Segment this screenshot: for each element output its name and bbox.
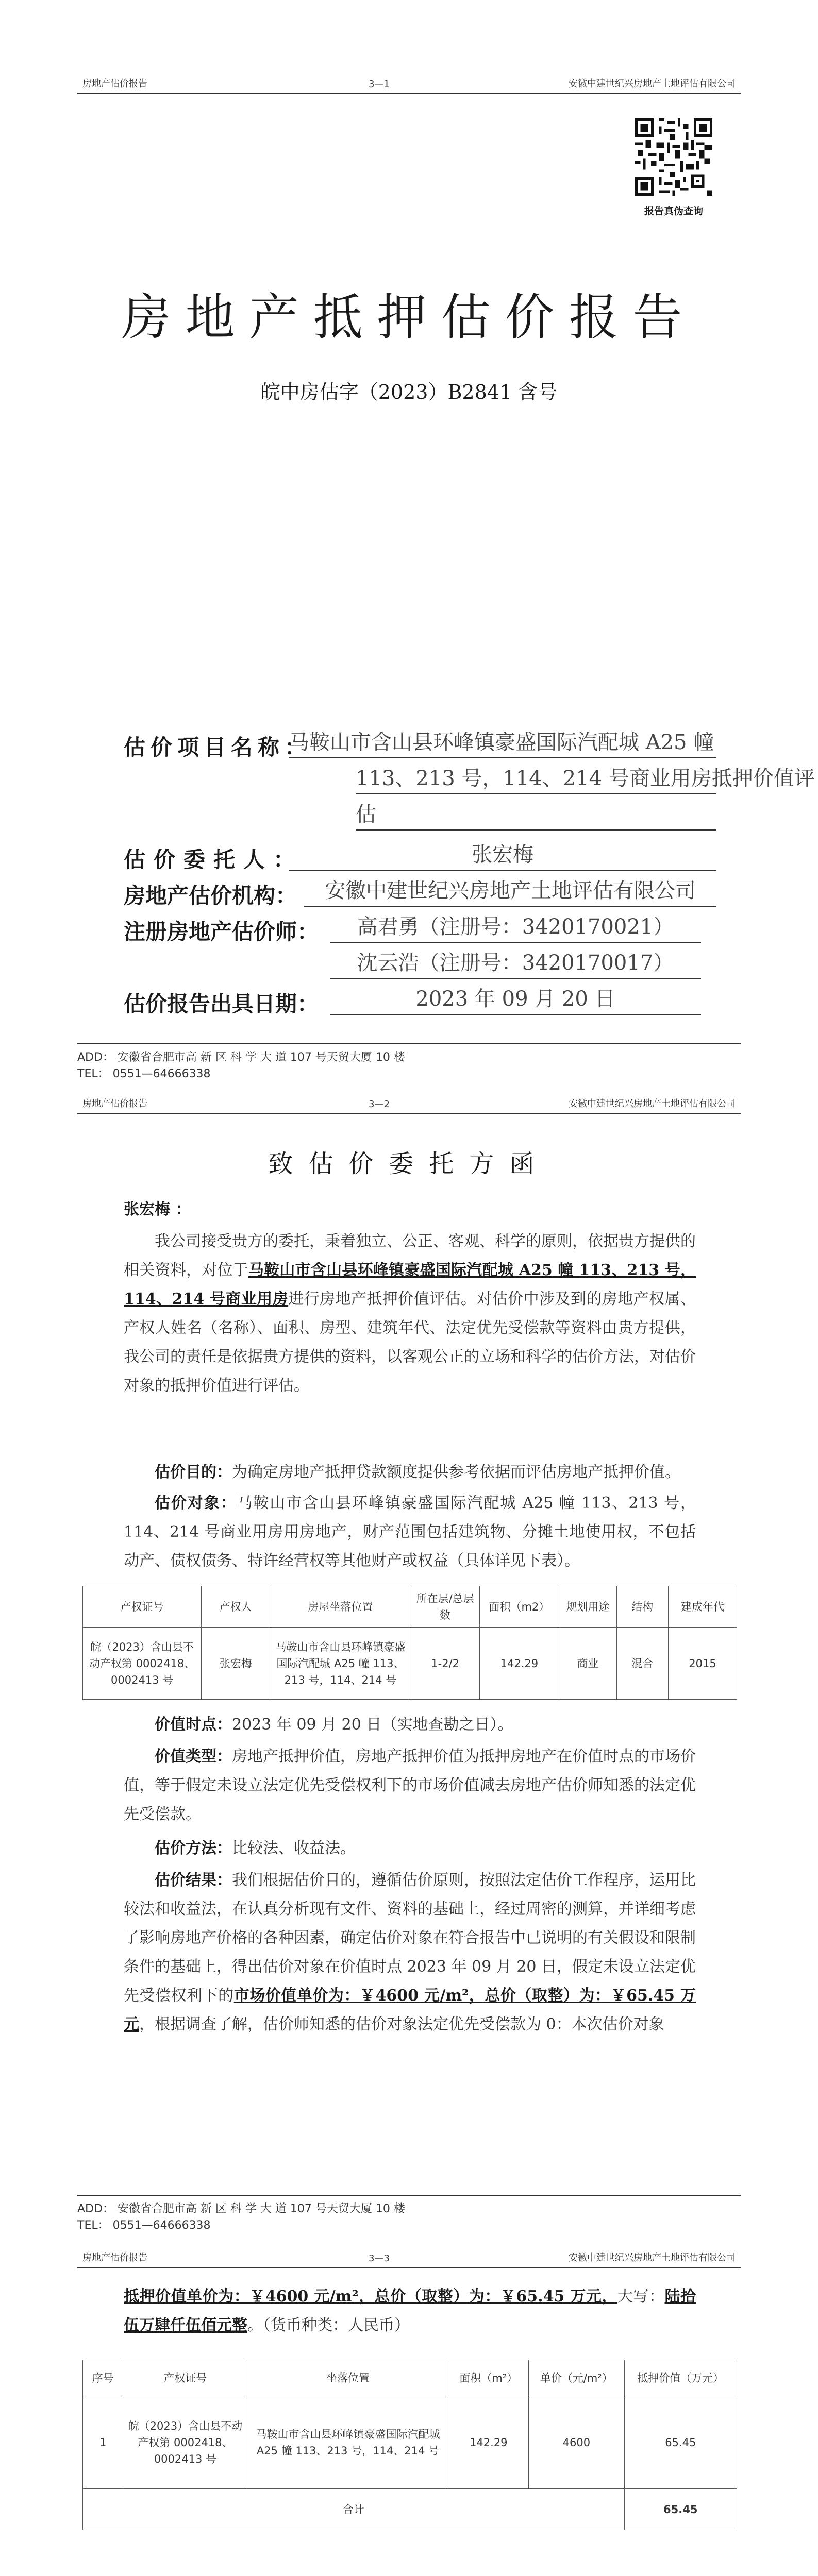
total-value: 65.45 xyxy=(624,2489,737,2530)
table-cell: 2015 xyxy=(669,1628,737,1700)
page-header xyxy=(77,72,741,94)
client-value: 张宏梅 xyxy=(289,840,716,871)
table-cell: 142.29 xyxy=(448,2396,529,2489)
project-name-value-line1: 马鞍山市含山县环峰镇豪盛国际汽配城 A25 幢 xyxy=(289,727,716,758)
table-cell: 马鞍山市含山县环峰镇豪盛国际汽配城 A25 幢 113、213 号，114、214 号 xyxy=(270,1628,411,1700)
result-label: 估价结果： xyxy=(155,1871,232,1889)
mortgage-value-uppercase: 陆拾伍万肆仟伍佰元整 xyxy=(124,2287,696,2334)
mortgage-value: 抵押价值单价为：￥4600 元/m²，总价（取整）为：￥65.45 万元， xyxy=(124,2287,617,2306)
project-name-label: 估价项目名称： xyxy=(124,735,312,760)
table-cell: 商业 xyxy=(559,1628,616,1700)
value-date-label: 价值时点： xyxy=(155,1716,232,1734)
footer-tel: TEL： 0551—64666338 xyxy=(77,2219,211,2232)
table-cell: 皖（2023）含山县不动产权第 0002418、0002413 号 xyxy=(83,1628,202,1700)
table-total-row xyxy=(83,2489,737,2530)
agency-value: 安徽中建世纪兴房地产土地评估有限公司 xyxy=(304,876,716,907)
project-name-value-line2: 113、213 号，114、214 号商业用房抵押价值评 xyxy=(356,764,716,794)
table-header-cell: 房屋坐落位置 xyxy=(270,1586,411,1628)
header-right: 安徽中建世纪兴房地产土地评估有限公司 xyxy=(569,1098,736,1109)
table-cell: 1 xyxy=(83,2396,123,2489)
table-cell: 4600 xyxy=(529,2396,624,2489)
header-page-number: 3—2 xyxy=(369,1099,390,1110)
value-type-label: 价值类型： xyxy=(155,1748,232,1766)
page-footer xyxy=(77,2195,741,2234)
page-footer xyxy=(77,1043,741,1082)
page-header xyxy=(77,2246,741,2268)
report-number: 皖中房估字（2023）B2841 含号 xyxy=(260,381,558,403)
result-text-c: ，根据调查了解，估价师知悉的估价对象法定优先受偿款为 0：本次估价对象 xyxy=(139,2015,664,2033)
valuation-table xyxy=(82,2360,737,2530)
appraiser-value-2: 沈云浩（注册号：3420170017） xyxy=(330,948,701,979)
method-paragraph xyxy=(124,1834,696,1863)
value-date-text: 2023 年 09 月 20 日（实地查勘之日）。 xyxy=(232,1716,513,1734)
qr-caption: 报告真伪查询 xyxy=(644,206,703,217)
table-cell: 张宏梅 xyxy=(202,1628,270,1700)
table-header-cell: 抵押价值（万元） xyxy=(624,2360,737,2396)
object-label: 估价对象： xyxy=(155,1494,237,1512)
purpose-text: 为确定房地产抵押贷款额度提供参考依据而评估房地产抵押价值。 xyxy=(232,1463,680,1481)
header-page-number: 3—1 xyxy=(369,79,390,90)
mortgage-value-paragraph xyxy=(124,2282,696,2340)
footer-address: ADD： 安徽省合肥市高 新 区 科 学 大 道 107 号天贸大厦 10 楼 xyxy=(77,2202,405,2215)
value-type-text: 房地产抵押价值，房地产抵押价值为抵押房地产在价值时点的市场价值，等于假定未设立法定优先受偿权利下的市场价值减去房地产估价师知悉的法定优先受偿款。 xyxy=(124,1748,696,1823)
table-row xyxy=(83,2396,737,2489)
total-label: 合计 xyxy=(83,2489,625,2530)
table-header-row xyxy=(83,2360,737,2396)
table-row xyxy=(83,1628,737,1700)
table-header-cell: 面积（m²） xyxy=(448,2360,529,2396)
footer-tel: TEL： 0551—64666338 xyxy=(77,1067,211,1080)
project-name-value-line3: 估 xyxy=(356,800,716,831)
issue-date-label: 估价报告出具日期： xyxy=(124,991,319,1016)
value-date-paragraph xyxy=(124,1710,696,1739)
result-page xyxy=(0,2246,818,2576)
qr-code-icon[interactable] xyxy=(635,118,712,196)
header-right: 安徽中建世纪兴房地产土地评估有限公司 xyxy=(569,2252,736,2263)
agency-label: 房地产估价机构： xyxy=(124,883,297,908)
header-left: 房地产估价报告 xyxy=(82,78,147,89)
table-header-cell: 产权人 xyxy=(202,1586,270,1628)
appraiser-value-1: 高君勇（注册号：3420170021） xyxy=(330,912,701,943)
table-header-cell: 规划用途 xyxy=(559,1586,616,1628)
property-table xyxy=(82,1586,737,1700)
table-cell: 142.29 xyxy=(479,1628,559,1700)
salutation xyxy=(124,1195,696,1224)
header-page-number: 3—3 xyxy=(369,2253,390,2264)
table-header-cell: 建成年代 xyxy=(669,1586,737,1628)
issue-date-value: 2023 年 09 月 20 日 xyxy=(330,984,701,1015)
value-type-paragraph xyxy=(124,1742,696,1829)
table-header-cell: 所在层/总层数 xyxy=(411,1586,479,1628)
letter-page xyxy=(0,1092,818,2246)
table-cell: 65.45 xyxy=(624,2396,737,2489)
page-header xyxy=(77,1092,741,1114)
purpose-paragraph xyxy=(124,1458,696,1487)
intro-part-b: 进行房地产抵押价值评估。对估价中涉及到的房地产权属、产权人姓名（名称）、面积、房型、建筑年代、法定优先受偿款等资料由贵方提供，我公司的责任是依据贵方提供的资料，以客观公正的立场和科学的估价方法，对估价对象的抵押价值进行评估。 xyxy=(124,1290,696,1395)
object-paragraph xyxy=(124,1489,696,1575)
table-header-cell: 产权证号 xyxy=(123,2360,247,2396)
letter-title: 致估价委托方函 xyxy=(268,1149,550,1178)
result-paragraph xyxy=(124,1866,696,2039)
cover-page xyxy=(0,0,818,1092)
intro-part-a: 我公司接受贵方的委托，秉着独立、公正、客观、科学的原则，依据贵方提供的相关资料，对位于 xyxy=(124,1232,696,1279)
object-text: 马鞍山市含山县环峰镇豪盛国际汽配城 A25 幢 113、213 号，114、214 号商业用房用房地产，财产范围包括建筑物、分摊土地使用权，不包括动产、债权债务、特许经营权等其他财产或权益（具体详见下表）。 xyxy=(124,1494,696,1570)
intro-property-address: 马鞍山市含山县环峰镇豪盛国际汽配城 A25 幢 113、213 号，114、214 号商业用房 xyxy=(124,1261,696,1308)
purpose-label: 估价目的： xyxy=(155,1463,232,1481)
method-label: 估价方法： xyxy=(155,1839,232,1857)
mortgage-value-uppercase-label: 大写： xyxy=(617,2287,665,2306)
table-header-cell: 单价（元/m²） xyxy=(529,2360,624,2396)
client-label: 估价委托人： xyxy=(124,847,304,872)
header-left: 房地产估价报告 xyxy=(82,1098,147,1109)
appraiser-label: 注册房地产估价师： xyxy=(124,919,319,944)
result-market-value: 市场价值单价为：￥4600 元/m²，总价（取整）为：￥65.45 万元 xyxy=(124,1987,696,2033)
footer-address: ADD： 安徽省合肥市高 新 区 科 学 大 道 107 号天贸大厦 10 楼 xyxy=(77,1051,405,1064)
table-header-cell: 序号 xyxy=(83,2360,123,2396)
table-header-cell: 结构 xyxy=(616,1586,669,1628)
table-cell: 混合 xyxy=(616,1628,669,1700)
report-title: 房地产抵押估价报告 xyxy=(121,289,697,346)
table-header-row xyxy=(83,1586,737,1628)
table-header-cell: 坐落位置 xyxy=(247,2360,448,2396)
table-header-cell: 面积（m2） xyxy=(479,1586,559,1628)
currency-note: 。（货币种类：人民币） xyxy=(247,2316,410,2334)
method-text: 比较法、收益法。 xyxy=(232,1839,356,1857)
table-cell: 皖（2023）含山县不动产权第 0002418、0002413 号 xyxy=(123,2396,247,2489)
salutation-text: 张宏梅 ： xyxy=(124,1200,191,1218)
result-text-a: 我们根据估价目的，遵循估价原则，按照法定估价工作程序，运用比较法和收益法，在认真分析现有文件、资料的基础上，经过周密的测算，并详细考虑了影响房地产价格的各种因素，确定估价对象在符合报告中已说明的有关假设和限制条件的基础上，得出估价对象在价值时点 2023 年 09 月 20 日，假定未设立法定优先受偿权利下的 xyxy=(124,1871,696,2005)
intro-paragraph xyxy=(124,1227,696,1400)
table-cell: 1-2/2 xyxy=(411,1628,479,1700)
table-header-cell: 产权证号 xyxy=(83,1586,202,1628)
header-left: 房地产估价报告 xyxy=(82,2252,147,2263)
table-cell: 马鞍山市含山县环峰镇豪盛国际汽配城 A25 幢 113、213 号，114、214 号 xyxy=(247,2396,448,2489)
header-right: 安徽中建世纪兴房地产土地评估有限公司 xyxy=(569,78,736,89)
